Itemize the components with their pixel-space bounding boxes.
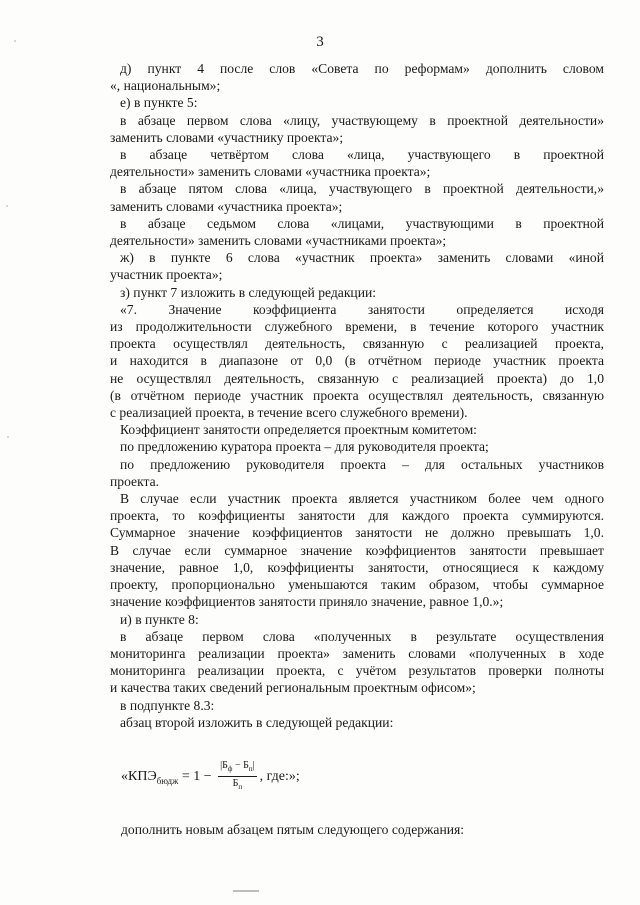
formula-subscript: бюдж: [156, 775, 179, 786]
numerator-part-3: |: [252, 760, 255, 771]
text-line: по предложению руководителя проекта – для остальных участников: [120, 456, 604, 472]
text-line: з) пункт 7 изложить в следующей редакции:: [120, 284, 377, 300]
text-line: деятельности» заменить словами «участника проекта»;: [110, 164, 431, 180]
text-line: проекта.: [110, 473, 160, 489]
numerator-sub-1: ф: [227, 765, 233, 773]
text-line: по предложению куратора проекта – для руководителя проекта;: [120, 439, 489, 455]
scan-artifact-dot: [6, 205, 8, 207]
text-line: заменить словами «участнику проекта»;: [110, 129, 344, 145]
text-line: Коэффициент занятости определяется проектным комитетом:: [120, 422, 477, 438]
text-line: в подпункте 8.3:: [120, 697, 215, 713]
text-line: значение коэффициентов занятости приняло значение, равное 1,0.»;: [110, 594, 504, 610]
text-line: деятельности» заменить словами «участниками проекта»;: [110, 233, 447, 249]
formula-fraction: [218, 760, 256, 793]
formula-numerator: [218, 760, 256, 777]
text-line: (в отчётном периоде участник проекта осуществлял деятельность, связанную: [110, 387, 604, 403]
document-body: [110, 60, 604, 731]
text-line: в абзаце первом слова «лицу, участвующему в проектной деятельности»: [120, 112, 604, 128]
denominator-part: Б: [232, 778, 239, 789]
formula-suffix: , где:»;: [259, 768, 300, 784]
formula-prefix: «КПЭ: [121, 768, 157, 784]
text-line: в абзаце первом слова «полученных в результате осуществления: [120, 628, 604, 644]
kpi-formula: [121, 760, 300, 793]
text-line: и качества таких сведений региональным проектным офисом»;: [110, 680, 476, 696]
text-line: в абзаце седьмом слова «лицами, участвующими в проектной: [120, 215, 604, 231]
numerator-part-1: |Б: [220, 760, 228, 771]
scan-artifact-dot: [7, 436, 9, 438]
text-line: проекта, то коэффициенты занятости для каждого проекта суммируются.: [110, 508, 604, 524]
text-line: В случае если участник проекта является участником более чем одного: [120, 491, 604, 507]
text-line: В случае если суммарное значение коэффициентов занятости превышает: [110, 542, 604, 558]
text-line: с реализацией проекта, в течение всего служебного времени).: [110, 405, 468, 421]
text-line: проекту, пропорционально уменьшаются таким образом, чтобы суммарное: [110, 577, 604, 593]
text-line: абзац второй изложить в следующей редакции:: [120, 714, 394, 730]
text-line: Суммарное значение коэффициентов занятости не должно превышать 1,0.: [110, 525, 604, 541]
text-line: «7. Значение коэффициента занятости определяется исходя: [120, 301, 604, 317]
scan-artifact-mark: [233, 890, 259, 892]
text-line: в абзаце четвёртом слова «лица, участвующего в проектной: [120, 147, 604, 163]
numerator-sub-2: п: [248, 765, 253, 773]
numerator-part-2: − Б: [232, 760, 249, 771]
formula-denominator: [233, 777, 243, 793]
text-line: мониторинга реализации проекта, с учётом результатов проверки полноты: [110, 663, 604, 679]
text-line: из продолжительности служебного времени, в течение которого участник: [110, 319, 604, 335]
text-line: и находится в диапазоне от 0,0 (в отчётном периоде участник проекта: [110, 353, 604, 369]
text-line: в абзаце пятом слова «лица, участвующего в проектной деятельности,»: [120, 181, 604, 197]
scan-artifact-dot: [14, 40, 16, 42]
formula-equals: = 1 −: [178, 768, 216, 784]
text-line: е) в пункте 5:: [120, 95, 198, 111]
text-line: участник проекта»;: [110, 267, 223, 283]
text-line: заменить словами «участника проекта»;: [110, 198, 343, 214]
denominator-sub: п: [238, 783, 243, 791]
text-line: ж) в пункте 6 слова «участник проекта» заменить словами «иной: [120, 250, 604, 266]
page-number: 3: [316, 34, 324, 50]
text-line: и) в пункте 8:: [120, 611, 199, 627]
text-line: проекта осуществлял деятельность, связанную с реализацией проекта,: [110, 336, 604, 352]
text-line: не осуществлял деятельность, связанную с реализацией проекта) до 1,0: [110, 370, 604, 386]
text-line: значение, равное 1,0, коэффициенты занятости, относящиеся к каждому: [110, 559, 604, 575]
text-line: мониторинга реализации проекта» заменить словами «полученных в ходе: [110, 645, 604, 661]
text-line: д) пункт 4 после слов «Совета по реформам» дополнить словом: [120, 61, 604, 76]
closing-paragraph: дополнить новым абзацем пятым следующего содержания:: [121, 822, 465, 837]
text-line: «, национальным»;: [110, 78, 221, 94]
